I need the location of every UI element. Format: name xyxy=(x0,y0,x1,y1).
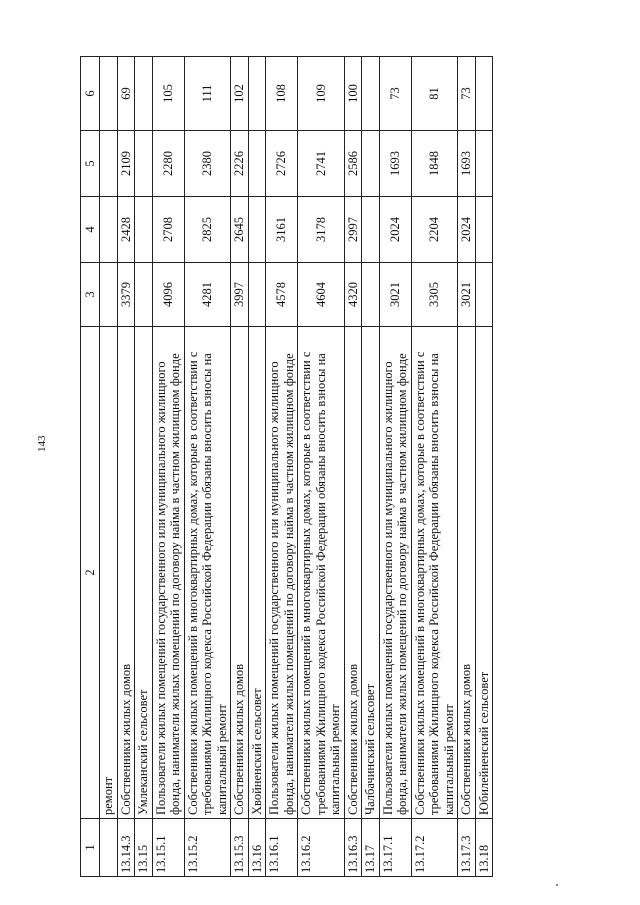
table-cell-code: 13.17.2 xyxy=(411,819,458,877)
column-header: 5 xyxy=(81,131,100,197)
table-cell-c5: 2741 xyxy=(298,131,345,197)
table-cell-c6: 109 xyxy=(298,57,345,131)
tariff-table xyxy=(80,56,493,877)
table-row xyxy=(344,57,362,877)
table-cell-desc: Пользователи жилых помещений государственного или муниципального жилищного фонда, наниматели жилых помещений по договору найма в частном жилищном фонде xyxy=(152,327,184,819)
table-cell-c3: 3997 xyxy=(231,263,249,327)
table-cell-desc: Собственники жилых помещений в многоквартирных домах, которые в соответствии с требованиями Жилищного кодекса Российской Федерации обязаны вносить взносы на капитальный ремонт xyxy=(184,327,231,819)
table-cell-c5: 2226 xyxy=(231,131,249,197)
table-row xyxy=(475,57,493,877)
table-cell-c4: 2204 xyxy=(411,197,458,263)
table-cell-c6: 73 xyxy=(379,57,411,131)
rotated-page-content xyxy=(80,57,590,877)
table-cell-code: 13.14.3 xyxy=(117,819,135,877)
table-cell-code: 13.15.1 xyxy=(152,819,184,877)
table-cell-c5: 2726 xyxy=(266,131,298,197)
table-cell-c5 xyxy=(362,131,380,197)
table-row xyxy=(248,57,266,877)
table-cell-c5: 1848 xyxy=(411,131,458,197)
table-cell-desc: Пользователи жилых помещений государственного или муниципального жилищного фонда, наниматели жилых помещений по договору найма в частном жилищном фонде xyxy=(379,327,411,819)
table-cell-desc: Умлеканский сельсовет xyxy=(135,327,153,819)
table-row xyxy=(411,57,458,877)
table-cell-desc: Собственники жилых домов xyxy=(458,327,476,819)
table-cell-code: 13.16.1 xyxy=(266,819,298,877)
scan-speck xyxy=(556,884,558,886)
table-cell-c4: 2645 xyxy=(231,197,249,263)
table-cell-code: 13.15.3 xyxy=(231,819,249,877)
table-cell-c3 xyxy=(135,263,153,327)
table-cell-c6 xyxy=(100,57,118,131)
table-cell-c3: 4281 xyxy=(184,263,231,327)
table-cell-c5: 2109 xyxy=(117,131,135,197)
table-cell-c4 xyxy=(362,197,380,263)
table-cell-c6: 81 xyxy=(411,57,458,131)
table-cell-c3: 4578 xyxy=(266,263,298,327)
table-row xyxy=(152,57,184,877)
table-cell-c3: 3305 xyxy=(411,263,458,327)
table-cell-desc: Хвойненский сельсовет xyxy=(248,327,266,819)
table-cell-c4: 2997 xyxy=(344,197,362,263)
table-row xyxy=(298,57,345,877)
table-cell-c5 xyxy=(100,131,118,197)
column-header: 1 xyxy=(81,819,100,877)
table-cell-desc: Пользователи жилых помещений государственного или муниципального жилищного фонда, наниматели жилых помещений по договору найма в частном жилищном фонде xyxy=(266,327,298,819)
table-cell-code: 13.17.1 xyxy=(379,819,411,877)
table-cell-c4 xyxy=(475,197,493,263)
column-header: 3 xyxy=(81,263,100,327)
table-cell-c6: 100 xyxy=(344,57,362,131)
table-cell-c3: 3379 xyxy=(117,263,135,327)
table-cell-c5: 1693 xyxy=(458,131,476,197)
column-header: 2 xyxy=(81,327,100,819)
table-cell-c6 xyxy=(475,57,493,131)
table-row xyxy=(135,57,153,877)
table-cell-c4: 2825 xyxy=(184,197,231,263)
table-cell-c5: 2380 xyxy=(184,131,231,197)
table-row xyxy=(231,57,249,877)
table-cell-code: 13.17.3 xyxy=(458,819,476,877)
table-cell-desc: Собственники жилых домов xyxy=(231,327,249,819)
table-cell-c4: 2428 xyxy=(117,197,135,263)
table-cell-c6: 102 xyxy=(231,57,249,131)
table-cell-c3: 4096 xyxy=(152,263,184,327)
table-cell-code: 13.16 xyxy=(248,819,266,877)
table-cell-c6: 111 xyxy=(184,57,231,131)
table-row xyxy=(362,57,380,877)
table-row xyxy=(184,57,231,877)
table-cell-c5 xyxy=(135,131,153,197)
table-cell-c4: 2708 xyxy=(152,197,184,263)
table-cell-c3 xyxy=(362,263,380,327)
table-cell-c6: 108 xyxy=(266,57,298,131)
table-cell-c4 xyxy=(248,197,266,263)
table-cell-c6 xyxy=(135,57,153,131)
table-cell-desc: Юбилейненский сельсовет xyxy=(475,327,493,819)
table-cell-c4: 3178 xyxy=(298,197,345,263)
table-cell-c5 xyxy=(475,131,493,197)
table-cell-c6: 73 xyxy=(458,57,476,131)
table-cell-c4: 2024 xyxy=(458,197,476,263)
page-number: 143 xyxy=(36,435,48,452)
column-header: 4 xyxy=(81,197,100,263)
table-cell-c4: 2024 xyxy=(379,197,411,263)
table-cell-desc: Собственники жилых домов xyxy=(344,327,362,819)
table-cell-desc: Собственники жилых домов xyxy=(117,327,135,819)
table-cell-desc: Чалбачинский сельсовет xyxy=(362,327,380,819)
table-cell-c4 xyxy=(100,197,118,263)
table-cell-code xyxy=(100,819,118,877)
table-cell-c6 xyxy=(362,57,380,131)
table-cell-desc: Собственники жилых помещений в многоквартирных домах, которые в соответствии с требованиями Жилищного кодекса Российской Федерации обязаны вносить взносы на капитальный ремонт xyxy=(298,327,345,819)
table-cell-code: 13.17 xyxy=(362,819,380,877)
table-cell-c3 xyxy=(100,263,118,327)
table-cell-c6: 105 xyxy=(152,57,184,131)
table-cell-c3 xyxy=(248,263,266,327)
table-cell-code: 13.15.2 xyxy=(184,819,231,877)
table-cell-c5: 1693 xyxy=(379,131,411,197)
table-cell-c3: 3021 xyxy=(379,263,411,327)
table-cell-c3: 3021 xyxy=(458,263,476,327)
table-cell-desc: Собственники жилых помещений в многоквартирных домах, которые в соответствии с требованиями Жилищного кодекса Российской Федерации обязаны вносить взносы на капитальный ремонт xyxy=(411,327,458,819)
table-cell-c4: 3161 xyxy=(266,197,298,263)
table-cell-c5: 2586 xyxy=(344,131,362,197)
table-cell-c3 xyxy=(475,263,493,327)
table-cell-c3: 4604 xyxy=(298,263,345,327)
table-row xyxy=(100,57,118,877)
column-header: 6 xyxy=(81,57,100,131)
table-row xyxy=(458,57,476,877)
table-cell-c3: 4320 xyxy=(344,263,362,327)
header-row xyxy=(81,57,100,877)
table-cell-c5: 2280 xyxy=(152,131,184,197)
table-row xyxy=(117,57,135,877)
table-cell-c4 xyxy=(135,197,153,263)
table-cell-code: 13.16.2 xyxy=(298,819,345,877)
table-cell-code: 13.18 xyxy=(475,819,493,877)
table-cell-desc: ремонт xyxy=(100,327,118,819)
table-cell-c6 xyxy=(248,57,266,131)
table-row xyxy=(266,57,298,877)
table-cell-code: 13.15 xyxy=(135,819,153,877)
table-row xyxy=(379,57,411,877)
table-cell-c5 xyxy=(248,131,266,197)
table-cell-code: 13.16.3 xyxy=(344,819,362,877)
table-cell-c6: 69 xyxy=(117,57,135,131)
